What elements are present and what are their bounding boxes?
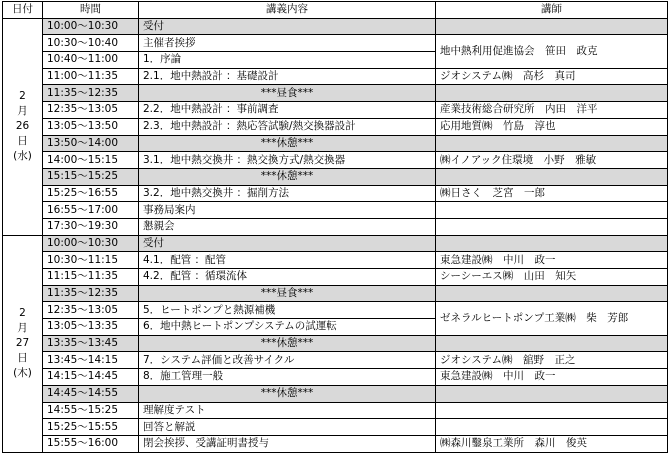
content-cell: 3.2．地中熱交換井 ：掘削方法 (139, 185, 436, 202)
time-cell: 13:50～14:00 (43, 135, 139, 152)
lecturer-cell: ゼネラルヒートポンプ工業㈱ 柴 芳郎 (436, 302, 668, 335)
lecturer-cell (436, 218, 668, 235)
content-cell: ***休憩*** (139, 168, 436, 185)
schedule-row (3, 435, 668, 452)
time-cell: 15:15～15:25 (43, 168, 139, 185)
lecturer-cell (436, 385, 668, 402)
lecturer-cell (436, 419, 668, 436)
lecturer-cell (436, 235, 668, 252)
time-cell: 13:05～13:35 (43, 319, 139, 336)
lecturer-cell (436, 335, 668, 352)
content-cell: ***昼食*** (139, 285, 436, 302)
time-cell: 12:35～13:05 (43, 102, 139, 119)
date-part: 2 (19, 307, 26, 320)
time-cell: 14:55～15:25 (43, 402, 139, 419)
content-cell: 主催者挨拶 (139, 35, 436, 52)
content-cell: 2.2．地中熱設計 ：事前調査 (139, 102, 436, 119)
date-part: (木) (13, 367, 32, 380)
schedule-row (3, 419, 668, 436)
schedule-row (3, 152, 668, 169)
content-cell: 2.3．地中熱設計 ：熱応答試験/熱交換器設計 (139, 118, 436, 135)
time-cell: 10:30～11:15 (43, 252, 139, 269)
date-part: 27 (15, 337, 30, 350)
content-cell: 事務局案内 (139, 202, 436, 219)
time-cell: 13:35～13:45 (43, 335, 139, 352)
content-cell: ***休憩*** (139, 385, 436, 402)
time-cell: 10:30～10:40 (43, 35, 139, 52)
content-cell: 懇親会 (139, 218, 436, 235)
schedule-row (3, 269, 668, 286)
date-part: (水) (13, 150, 32, 163)
schedule-row (3, 218, 668, 235)
time-cell: 15:55～16:00 (43, 435, 139, 452)
header-content: 講義内容 (139, 2, 436, 19)
content-cell: 3.1．地中熱交換井 ：熱交換方式/熱交換器 (139, 152, 436, 169)
schedule-row (3, 352, 668, 369)
schedule-row (3, 135, 668, 152)
time-cell: 13:05～13:50 (43, 118, 139, 135)
schedule-row (3, 335, 668, 352)
schedule-row (3, 202, 668, 219)
time-cell: 11:00～11:35 (43, 68, 139, 85)
content-cell: 受付 (139, 18, 436, 35)
header-row (3, 2, 668, 19)
lecturer-cell: 東急建設㈱ 中川 政一 (436, 369, 668, 386)
lecturer-cell: ジオシステム㈱ 高杉 真司 (436, 68, 668, 85)
schedule-row (3, 185, 668, 202)
date-cell (3, 235, 43, 452)
lecturer-cell (436, 168, 668, 185)
content-cell: 4.2．配管 ：循環流体 (139, 269, 436, 286)
content-cell: ***休憩*** (139, 135, 436, 152)
lecturer-cell (436, 135, 668, 152)
schedule-row (3, 285, 668, 302)
content-cell: 回答と解説 (139, 419, 436, 436)
content-cell: 6．地中熱ヒートポンプシステムの試運転 (139, 319, 436, 336)
time-cell: 11:35～12:35 (43, 285, 139, 302)
time-cell: 10:00～10:30 (43, 18, 139, 35)
lecturer-cell (436, 18, 668, 35)
content-cell: 8．施工管理一般 (139, 369, 436, 386)
schedule-row (3, 35, 668, 52)
schedule-row (3, 168, 668, 185)
time-cell: 11:15～11:35 (43, 269, 139, 286)
date-part: 日 (17, 352, 28, 365)
lecturer-cell: シーシーエス㈱ 山田 知矢 (436, 269, 668, 286)
schedule-row (3, 102, 668, 119)
lecturer-cell: ジオシステム㈱ 舘野 正之 (436, 352, 668, 369)
schedule-row (3, 235, 668, 252)
schedule-table (2, 1, 668, 453)
lecturer-cell: 応用地質㈱ 竹島 淳也 (436, 118, 668, 135)
date-part: 月 (17, 322, 28, 335)
content-cell: 2.1．地中熱設計 ：基礎設計 (139, 68, 436, 85)
lecturer-cell (436, 85, 668, 102)
content-cell: 7．システム評価と改善サイクル (139, 352, 436, 369)
date-part: 月 (17, 105, 28, 118)
content-cell: 閉会挨拶、受講証明書授与 (139, 435, 436, 452)
lecturer-cell (436, 402, 668, 419)
lecturer-cell (436, 285, 668, 302)
schedule-row (3, 118, 668, 135)
time-cell: 10:00～10:30 (43, 235, 139, 252)
time-cell: 16:55～17:00 (43, 202, 139, 219)
content-cell: 理解度テスト (139, 402, 436, 419)
content-cell: 1．序論 (139, 52, 436, 69)
content-cell: 受付 (139, 235, 436, 252)
schedule-row (3, 252, 668, 269)
time-cell: 14:00～15:15 (43, 152, 139, 169)
lecturer-cell (436, 202, 668, 219)
schedule-body (3, 18, 668, 452)
time-cell: 11:35～12:35 (43, 85, 139, 102)
schedule-row (3, 68, 668, 85)
lecturer-cell: 産業技術総合研究所 内田 洋平 (436, 102, 668, 119)
schedule-row (3, 85, 668, 102)
content-cell: ***休憩*** (139, 335, 436, 352)
date-part: 26 (15, 120, 30, 133)
date-part: 日 (17, 135, 28, 148)
time-cell: 13:45～14:15 (43, 352, 139, 369)
lecturer-cell: 地中熱利用促進協会 笹田 政克 (436, 35, 668, 68)
time-cell: 12:35～13:05 (43, 302, 139, 319)
content-cell: ***昼食*** (139, 85, 436, 102)
header-lecturer: 講師 (436, 2, 668, 19)
time-cell: 10:40～11:00 (43, 52, 139, 69)
schedule-row (3, 402, 668, 419)
time-cell: 15:25～16:55 (43, 185, 139, 202)
time-cell: 14:45～14:55 (43, 385, 139, 402)
time-cell: 17:30～19:30 (43, 218, 139, 235)
header-time: 時間 (43, 2, 139, 19)
schedule-row (3, 302, 668, 319)
lecturer-cell: 東急建設㈱ 中川 政一 (436, 252, 668, 269)
time-cell: 14:15～14:45 (43, 369, 139, 386)
lecturer-cell: ㈱日さく 芝宮 一郎 (436, 185, 668, 202)
header-date: 日付 (3, 2, 43, 19)
date-cell (3, 18, 43, 235)
schedule-row (3, 18, 668, 35)
lecturer-cell: ㈱イノアック住環境 小野 雅敏 (436, 152, 668, 169)
schedule-row (3, 369, 668, 386)
time-cell: 15:25～15:55 (43, 419, 139, 436)
content-cell: 5．ヒートポンプと熱源補機 (139, 302, 436, 319)
content-cell: 4.1．配管 ：配管 (139, 252, 436, 269)
schedule-row (3, 385, 668, 402)
lecturer-cell: ㈱森川鑿泉工業所 森川 俊英 (436, 435, 668, 452)
date-part: 2 (19, 90, 26, 103)
